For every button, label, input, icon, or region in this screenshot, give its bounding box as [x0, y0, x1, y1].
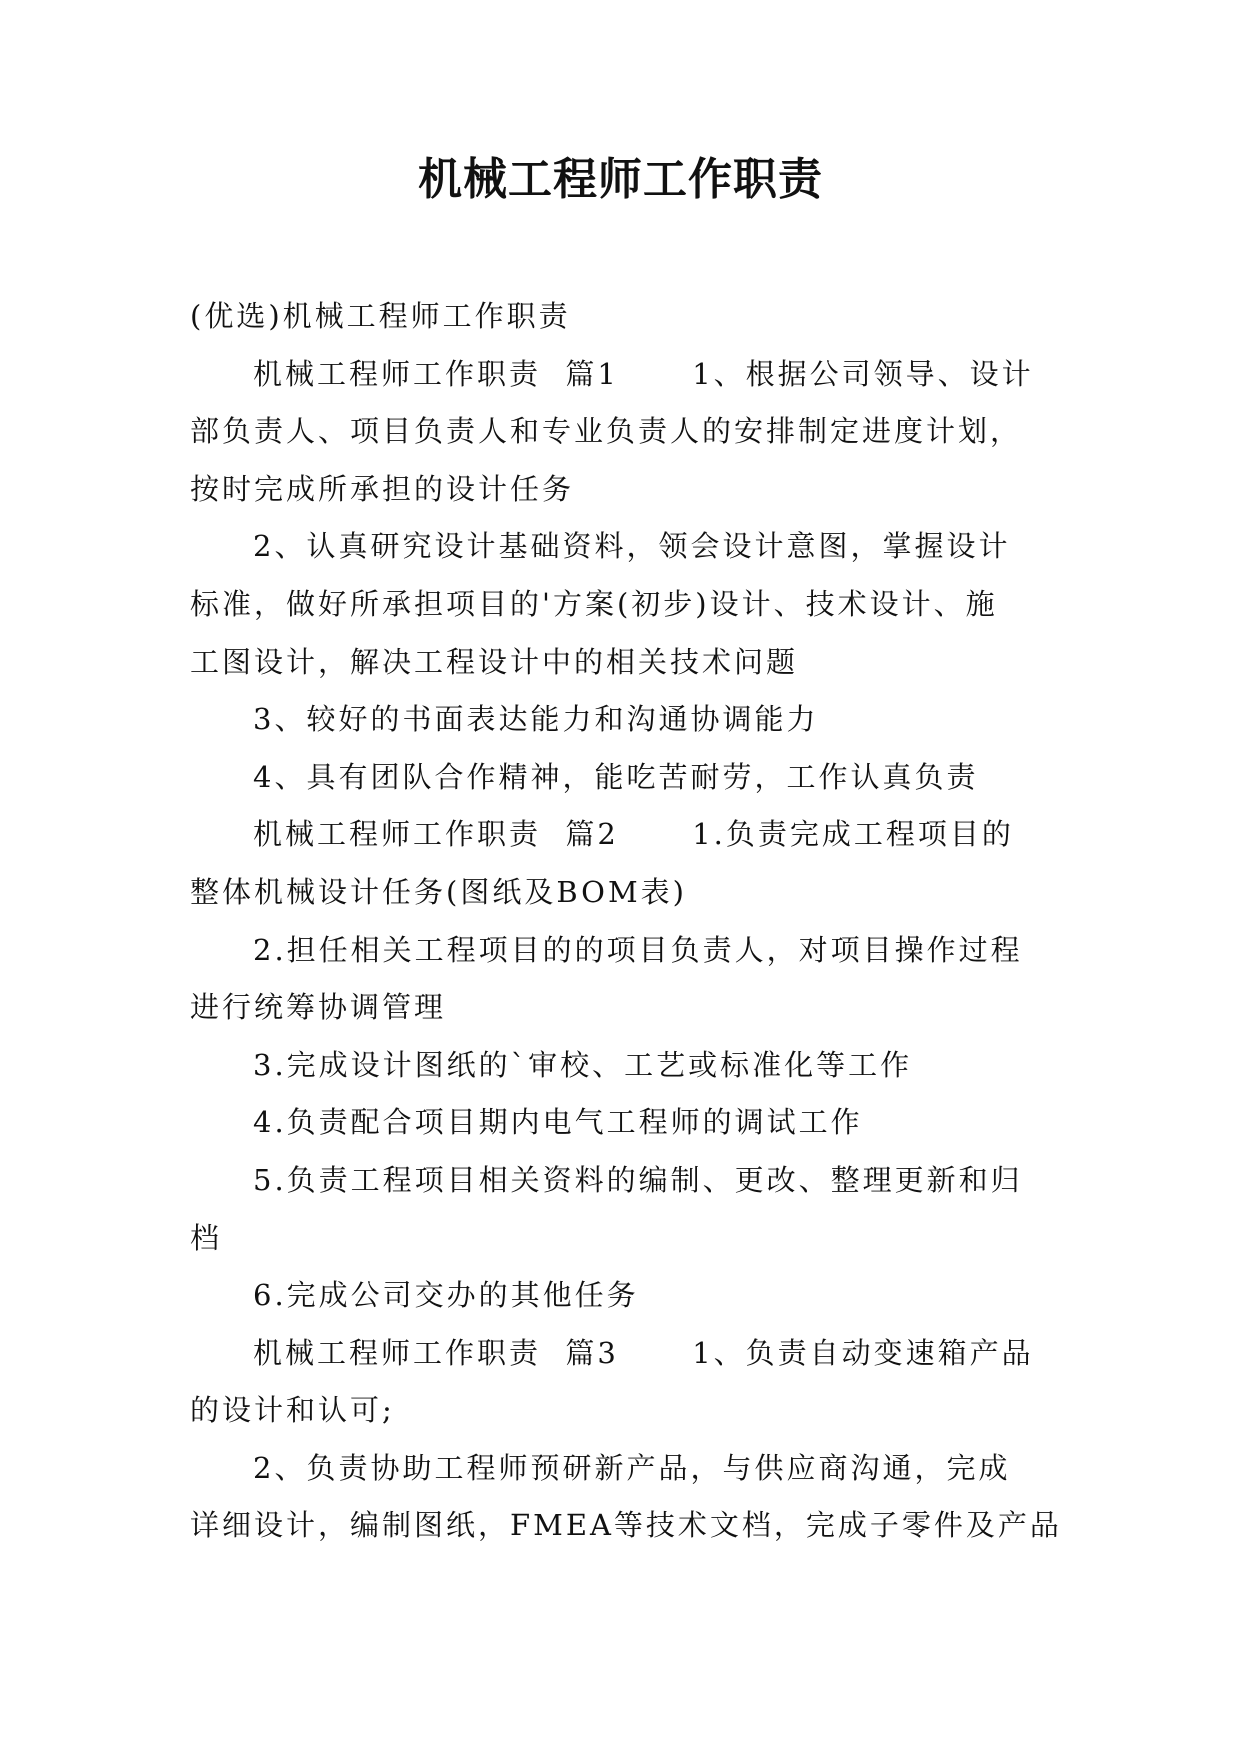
paragraph — [190, 1094, 1060, 1152]
text-line: 的设计和认可; — [190, 1393, 395, 1428]
text-line: 2.担任相关工程项目的的项目负责人，对项目操作过程 — [253, 932, 1023, 967]
paragraph — [190, 346, 1060, 519]
text-line: 详细设计，编制图纸，FMEA等技术文档，完成子零件及产品 — [190, 1508, 1062, 1543]
text-line: 进行统筹协调管理 — [190, 990, 447, 1025]
text-line: 标准，做好所承担项目的'方案(初步)设计、技术设计、施 — [190, 586, 998, 621]
paragraph — [190, 1267, 1060, 1325]
text-line: 机械工程师工作职责 篇2 1.负责完成工程项目的 — [253, 817, 1014, 852]
text-line: 2、负责协助工程师预研新产品，与供应商沟通，完成 — [253, 1450, 1011, 1485]
text-line: (优选)机械工程师工作职责 — [190, 299, 571, 333]
document-title: 机械工程师工作职责 — [418, 154, 823, 205]
text-line: 6.完成公司交办的其他任务 — [253, 1278, 639, 1313]
text-line: 3、较好的书面表达能力和沟通协调能力 — [253, 702, 819, 737]
paragraph — [190, 691, 1060, 749]
text-line: 4、具有团队合作精神，能吃苦耐劳，工作认真负责 — [253, 759, 979, 794]
text-line: 档 — [190, 1220, 223, 1255]
paragraph — [190, 1037, 1060, 1095]
text-line: 工图设计，解决工程设计中的相关技术问题 — [190, 644, 799, 679]
text-line: 5.负责工程项目相关资料的编制、更改、整理更新和归 — [253, 1162, 1023, 1197]
text-line: 整体机械设计任务(图纸及BOM表) — [190, 874, 687, 909]
paragraph — [190, 518, 1060, 691]
text-line: 机械工程师工作职责 篇3 1、负责自动变速箱产品 — [253, 1335, 1034, 1370]
paragraph — [190, 1325, 1060, 1440]
text-line: 机械工程师工作职责 篇1 1、根据公司领导、设计 — [253, 356, 1034, 391]
text-line: 3.完成设计图纸的`审校、工艺或标准化等工作 — [253, 1047, 913, 1082]
paragraph — [190, 806, 1060, 921]
paragraph — [190, 288, 1060, 346]
text-line: 按时完成所承担的设计任务 — [190, 471, 575, 506]
paragraph — [190, 1440, 1060, 1555]
paragraph — [190, 922, 1060, 1037]
paragraph — [190, 1152, 1060, 1267]
text-line: 2、认真研究设计基础资料，领会设计意图，掌握设计 — [253, 529, 1011, 564]
paragraph — [190, 749, 1060, 807]
document-body — [190, 288, 1060, 1555]
text-line: 部负责人、项目负责人和专业负责人的安排制定进度计划， — [190, 414, 1023, 449]
text-line: 4.负责配合项目期内电气工程师的调试工作 — [253, 1105, 863, 1140]
